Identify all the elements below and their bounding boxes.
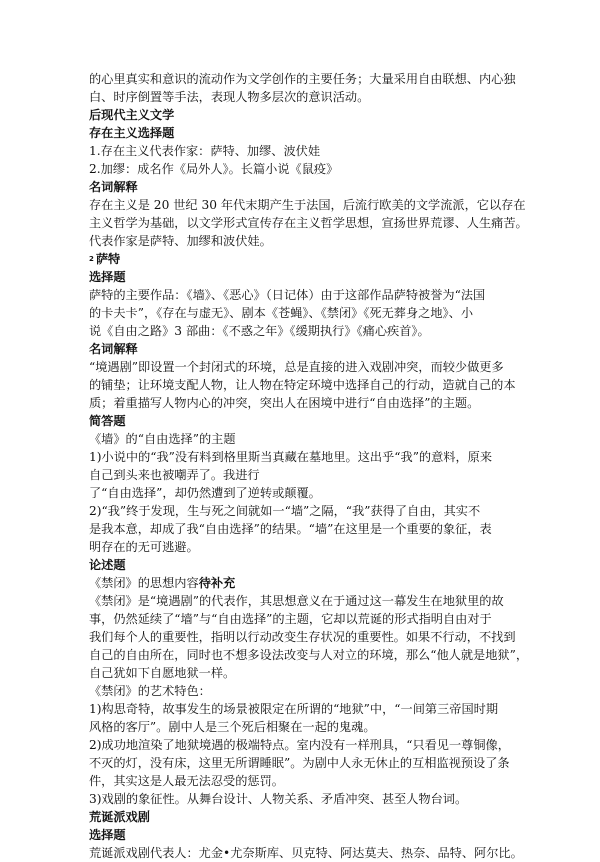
- body-line: 代表作家是萨特、加缪和波伏娃。: [89, 234, 272, 248]
- body-line: 说《自由之路》3 部曲：《不惑之年》《缓期执行》《痛心疾首》。: [89, 324, 430, 338]
- body-line: 的卡夫卡”，《存在与虚无》、剧本《苍蝇》、《禁闭》《死无葬身之地》、小: [89, 306, 474, 320]
- body-line: “境遇剧”即设置一个封闭式的环境，总是直接的进入戏剧冲突，而较少做更多: [89, 360, 504, 374]
- body-line: 2)成功地渲染了地狱境遇的极端特点。室内没有一样刑具，“只看见一尊铜像，: [89, 738, 510, 752]
- body-line: 风格的客厅”。剧中人是三个死后相聚在一起的鬼魂。: [89, 720, 376, 734]
- body-line: 自己犹如下自愿地狱一样。: [89, 666, 236, 680]
- body-line: 3)戏剧的象征性。从舞台设计、人物关系、矛盾冲突、甚至人物台词。: [89, 792, 468, 806]
- body-line: 《禁闭》的艺术特色：: [89, 684, 211, 698]
- subsection-heading: 简答题: [89, 414, 126, 428]
- body-line: 《禁闭》是“境遇剧”的代表作，其思想意义在于通过这一幕发生在地狱里的故: [89, 594, 504, 608]
- body-line: 萨特的主要作品：《墙》、《恶心》（日记体）由于这部作品萨特被誉为“法国: [89, 288, 486, 302]
- section-heading: 后现代主义文学: [89, 108, 175, 122]
- heading-number: 2: [89, 255, 94, 263]
- subsection-heading: 论述题: [89, 558, 126, 572]
- heading-text: 萨特: [95, 252, 121, 266]
- body-line: 白、时序倒置等手法，表现人物多层次的意识活动。: [89, 90, 370, 104]
- body-line: 明存在的无可逃避。: [89, 540, 199, 554]
- body-line: 1)小说中的“我”没有料到格里斯当真藏在墓地里。这出乎“我”的意料，原来: [89, 450, 493, 464]
- body-line: 自己到头来也被嘲弄了。我进行: [89, 468, 260, 482]
- body-line: 《墙》的“自由选择”的主题: [89, 432, 236, 446]
- body-line: 质；着重描写人物内心的冲突，突出人在困境中进行“自由选择”的主题。: [89, 396, 480, 410]
- subsection-heading: 存在主义选择题: [89, 126, 175, 140]
- subsection-heading: 选择题: [89, 828, 126, 842]
- body-line: 存在主义是 20 世纪 30 年代末期产生于法国，后流行欧美的文学流派，它以存在: [89, 198, 526, 212]
- bold-note: 待补充: [198, 576, 236, 590]
- body-line: 不灭的灯，没有床，这里无所谓睡眠”。为剧中人永无休止的互相监视预设了条: [89, 756, 510, 770]
- body-line: 自己的自由所在，同时也不想多设法改变与人对立的环境，那么“他人就是地狱”，: [89, 648, 529, 662]
- section-heading: 荒诞派戏剧: [89, 810, 150, 824]
- body-line: 主义哲学为基础，以文学形式宣传存在主义哲学思想，宣扬世界荒谬、人生痛苦。: [89, 216, 528, 230]
- subsection-heading: 选择题: [89, 270, 126, 284]
- list-item: 2.加缪：成名作《局外人》。长篇小说《鼠疫》: [89, 162, 339, 176]
- body-line: 了“自由选择”，却仍然遭到了逆转或颠覆。: [89, 486, 321, 500]
- body-line: 1)构思奇特，故事发生的场景被限定在所谓的“地狱”中，“一间第三帝国时期: [89, 702, 499, 716]
- line-text: 《禁闭》的思想内容: [89, 576, 199, 590]
- body-line: 荒诞派戏剧代表人：尤金•尤奈斯库、贝克特、阿达莫夫、热奈、品特、阿尔比。: [89, 846, 523, 860]
- body-line: 我们每个人的重要性，指明以行动改变生存状况的重要性。如果不行动，不找到: [89, 630, 516, 644]
- body-line: 件，其实这是人最无法忍受的惩罚。: [89, 774, 284, 788]
- body-line: 的心里真实和意识的流动作为文学创作的主要任务；大量采用自由联想、内心独: [89, 72, 516, 86]
- body-line: 是我本意，却成了我“自由选择”的结果。“墙”在这里是一个重要的象征，表: [89, 522, 492, 536]
- body-line: 2)“我”终于发现，生与死之间就如一“墙”之隔，“我”获得了自由，其实不: [89, 504, 481, 518]
- document-page: [89, 70, 529, 862]
- subsection-heading: 名词解释: [89, 342, 138, 356]
- list-item: 1.存在主义代表作家：萨特、加缪、波伏娃: [89, 144, 321, 158]
- body-line: [89, 574, 513, 592]
- body-line: 的铺垫；让环境支配人物，让人物在特定环境中选择自己的行动，造就自己的本: [89, 378, 516, 392]
- subsection-heading: 名词解释: [89, 180, 138, 194]
- author-heading: [89, 250, 513, 268]
- body-line: 事，仍然延续了“墙”与“自由选择”的主题，它却以荒诞的形式指明自由对于: [89, 612, 492, 626]
